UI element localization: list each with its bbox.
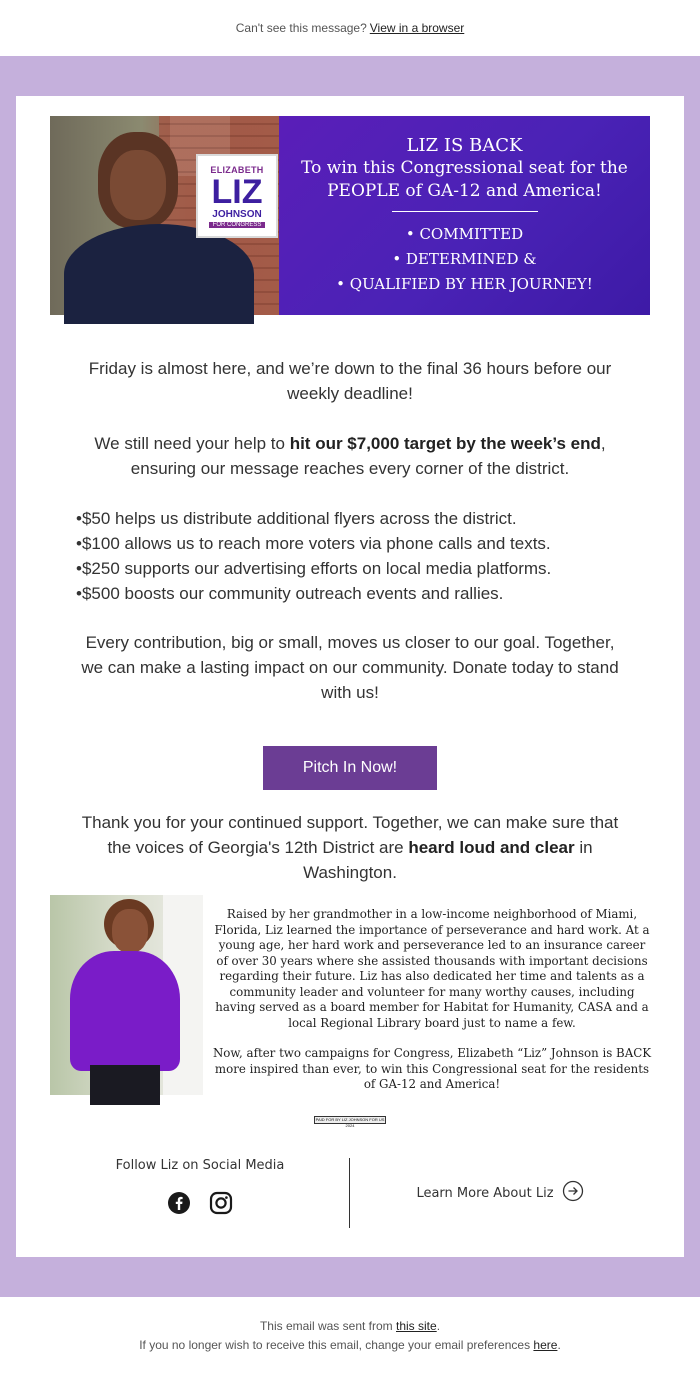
bio-paragraph-2: Now, after two campaigns for Congress, Elizabeth “Liz” Johnson is BACK more inspired than ever, to win this Congressional seat for the residents of GA-12 and America! xyxy=(212,1046,652,1091)
email-card xyxy=(16,96,684,1257)
hero-text xyxy=(279,116,650,315)
heard-highlight: heard loud and clear xyxy=(408,838,575,857)
view-in-browser-link[interactable]: View in a browser xyxy=(369,21,465,35)
learn-more-label: Learn More About Liz xyxy=(416,1185,554,1201)
social-title: Follow Liz on Social Media xyxy=(115,1158,285,1173)
bio-text xyxy=(212,907,652,1093)
campaign-logo: ELIZABETH LIZ JOHNSON FOR CONGRESS xyxy=(196,154,278,238)
target-paragraph: We still need your help to hit our $7,000 target by the week’s end, ensuring our message reaches every corner of the district. xyxy=(94,434,606,478)
hero-bullet: • COMMITTED xyxy=(405,225,524,243)
hero-bullet: • QUALIFIED BY HER JOURNEY! xyxy=(336,275,593,293)
email-preferences-link[interactable]: here xyxy=(533,1338,558,1352)
contribution-paragraph: Every contribution, big or small, moves us closer to our goal. Together, we can make a lasting impact on our community. Donate today to stand with us! xyxy=(81,633,619,702)
arrow-right-circle-icon xyxy=(562,1180,584,1206)
preheader-text: Can't see this message? xyxy=(235,21,367,35)
list-item: •$50 helps us distribute additional flyers across the district. xyxy=(76,509,517,528)
learn-more-link[interactable] xyxy=(350,1158,650,1228)
email-footer xyxy=(0,1297,700,1373)
hero-subheadline-1: To win this Congressional seat for the xyxy=(301,158,628,178)
hero-bullet: • DETERMINED & xyxy=(392,250,537,268)
facebook-icon[interactable] xyxy=(167,1191,191,1220)
bio-paragraph-1: Raised by her grandmother in a low-income neighborhood of Miami, Florida, Liz learned the importance of perseverance and hard work. At a young age, her hard work and perseverance led to an insurance career of over 30 years where she assisted thousands with important decisions regarding their future. Liz has also dedicated her time and talents as a community leader and volunteer for many worthy causes, including having served as a board member for Habitat for Humanity, CASA and a local Regional Library board just to name a few. xyxy=(214,907,650,1030)
social-section xyxy=(50,1158,350,1228)
footer-unsubscribe-line: If you no longer wish to receive this email, change your email preferences here. xyxy=(139,1338,561,1352)
this-site-link[interactable]: this site xyxy=(396,1319,437,1333)
donation-list xyxy=(76,506,636,606)
preheader xyxy=(0,0,700,56)
pitch-in-button[interactable]: Pitch In Now! xyxy=(263,746,437,790)
hero-divider xyxy=(392,211,538,212)
email-frame xyxy=(0,56,700,1297)
footer-sent-line: This email was sent from this site. xyxy=(259,1319,441,1333)
hero-headline: LIZ IS BACK xyxy=(406,135,523,156)
list-item: •$500 boosts our community outreach events and rallies. xyxy=(76,584,504,603)
bio-photo xyxy=(50,895,203,1095)
intro-paragraph: Friday is almost here, and we’re down to the final 36 hours before our weekly deadline! xyxy=(88,359,612,403)
hero-banner xyxy=(50,116,650,315)
list-item: •$100 allows us to reach more voters via phone calls and texts. xyxy=(76,534,551,553)
hero-subheadline-2: PEOPLE of GA-12 and America! xyxy=(327,181,602,201)
list-item: •$250 supports our advertising efforts on local media platforms. xyxy=(76,559,552,578)
paid-for-disclaimer: PAID FOR BY LIZ JOHNSON FOR US 2024 xyxy=(315,1117,385,1128)
target-highlight: hit our $7,000 target by the week’s end xyxy=(289,434,601,453)
thank-you-paragraph: Thank you for your continued support. Together, we can make sure that the voices of Georgia's 12th District are heard loud and clear in Washington. xyxy=(81,813,619,882)
instagram-icon[interactable] xyxy=(209,1191,233,1220)
